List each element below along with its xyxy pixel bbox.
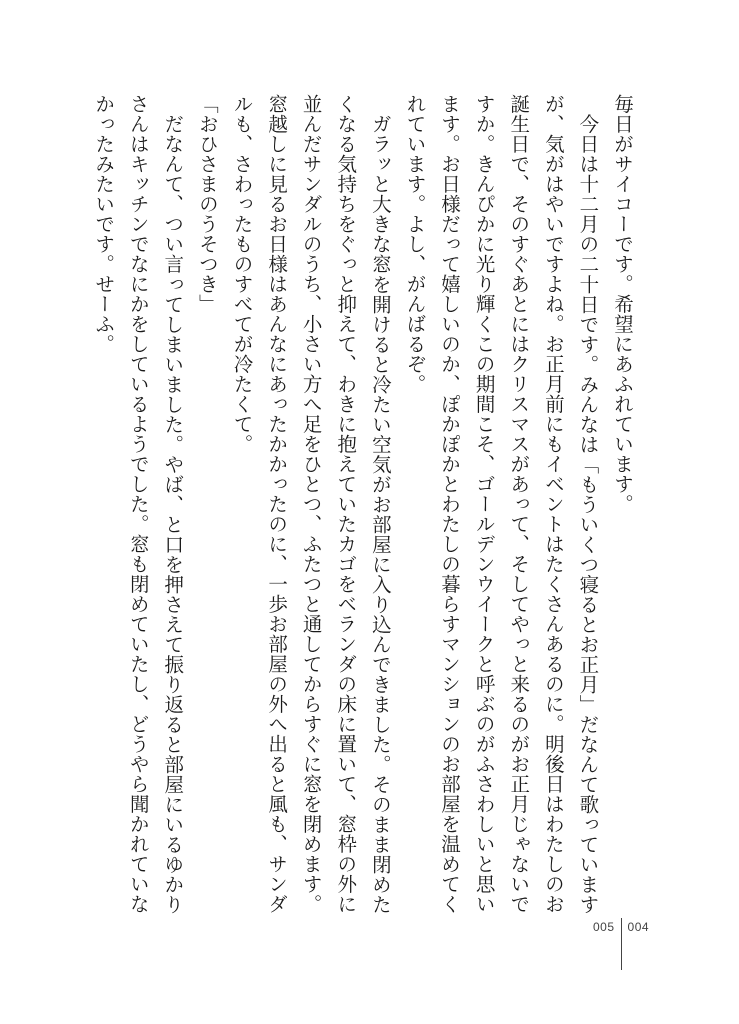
page-number-left: 005 — [593, 920, 615, 934]
dialogue-line: 「おひさまのうそつき」 — [195, 94, 219, 314]
paragraph-2: 今日は十二月の二十日です。みんなは「もういくつ寝るとお正月」だなんて歌っていますが、気がはやいですよね。お正月前にもイベントはたくさんあるのに。明後日はわたしのお誕生日で、そのすぐあとにはクリスマスがあって、そしてやっと来るのがお正月じゃないですか。きんぴかに光り輝くこの期間こそ、ゴールデンウイークと呼ぶのがふさわしいと思います。お日様だって嬉しいのか、ぽかぽかとわたしの暮らすマンションのお部屋を温めてくれています。よし、がんばるぞ。 — [403, 94, 600, 914]
page-numbers — [593, 918, 649, 970]
paragraph-1: 毎日がサイコーです。希望にあふれています。 — [611, 94, 634, 514]
folio-divider — [621, 918, 622, 970]
paragraph-4: だなんて、つい言ってしまいました。やば、と口を押さえて振り返ると部屋にいるゆかりさんはキッチンでなにかをしているようでした。窓も閉めていたし、どうやら聞かれていなかったみたいです。せーふ。 — [92, 94, 185, 914]
vertical-text-body — [79, 94, 639, 914]
page-number-right: 004 — [627, 920, 650, 934]
paragraph-3: ガラッと大きな窓を開けると冷たい空気がお部屋に入り込んできました。そのまま閉めたくなる気持ちをぐっと抑えて、わきに抱えていたカゴをベランダの床に置いて、窓枠の外に並んだサンダルのうち、小さい方へ足をひとつ、ふたつと通してからすぐに窓を閉めます。窓越しに見るお日様はあんなにあったかかったのに、一歩お部屋の外へ出ると風も、サンダルも、さわったものすべてが冷たくて。 — [230, 94, 392, 914]
